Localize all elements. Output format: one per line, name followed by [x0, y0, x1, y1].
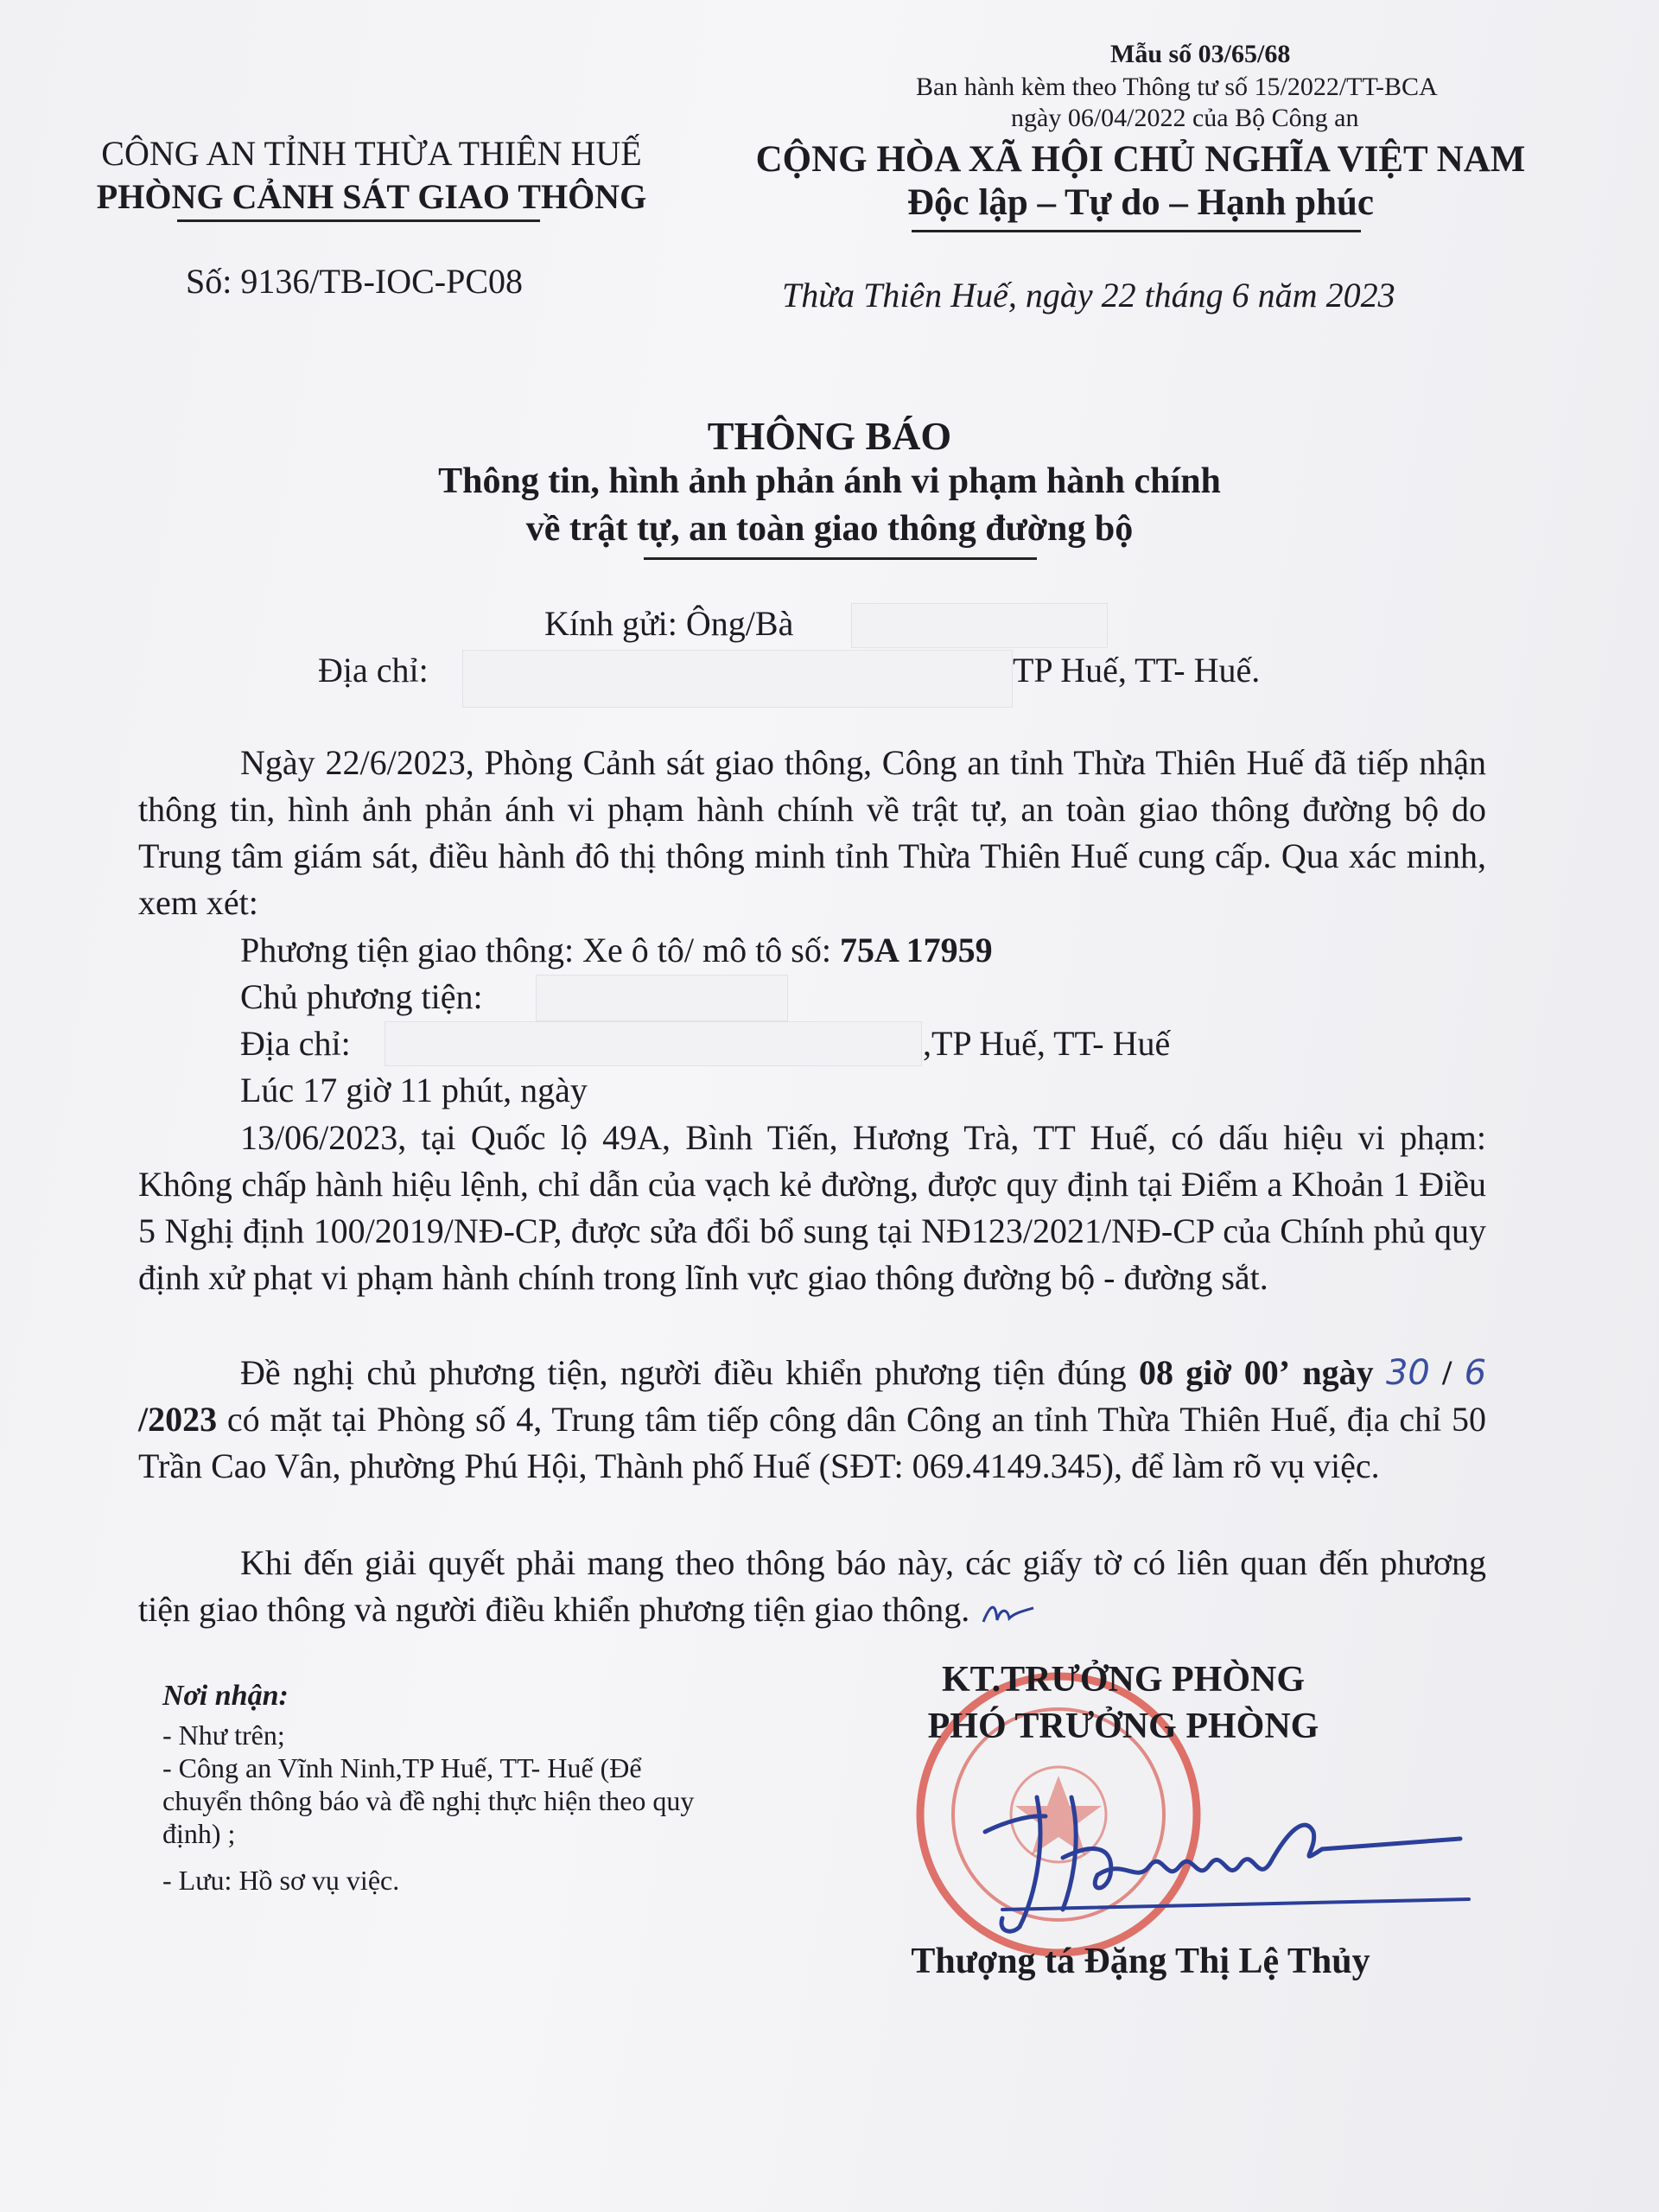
owner-address-tail: ,TP Huế, TT- Huế [923, 1024, 1171, 1063]
recipients-heading: Nơi nhận: [162, 1680, 289, 1712]
notice-subtitle-2: về trật tự, an toàn giao thông đường bộ [525, 509, 1134, 549]
notice-title: THÔNG BÁO [707, 414, 952, 458]
recipients-item: - Lưu: Hồ sơ vụ việc. [162, 1865, 400, 1896]
signatory-title-2: PHÓ TRƯỞNG PHÒNG [927, 1707, 1319, 1746]
recipients-item: chuyển thông báo và đề nghị thực hiện theo quy [162, 1785, 695, 1816]
request-paragraph: Đề nghị chủ phương tiện, người điều khiển phương tiện đúng 08 giờ 00’ ngày 30 / 6 /2023 có mặt tại Phòng số 4, Trung tâm tiếp công dân Công an tỉnh Thừa Thiên Huế, địa chỉ 50 Trần Cao Vân, phường Phú Hội, Thành phố Huế (SĐT: 069.4149.345), để làm rõ vụ việc. [138, 1353, 1487, 1485]
license-plate: 75A 17959 [839, 931, 993, 969]
closing-paragraph [138, 1540, 1486, 1633]
violation-paragraph [138, 1115, 1486, 1301]
recipients-item: định) ; [162, 1818, 236, 1849]
recipient-address-label: Địa chỉ: [318, 651, 429, 690]
appointment-year: /2023 [138, 1400, 218, 1439]
national-motto: Độc lập – Tự do – Hạnh phúc [907, 182, 1374, 223]
intro-paragraph [138, 740, 1486, 926]
form-issued-line1: Ban hành kèm theo Thông tư số 15/2022/TT-BCA [916, 73, 1438, 101]
request-text-pre: Đề nghị chủ phương tiện, người điều khiển phương tiện đúng [240, 1353, 1127, 1392]
recipients-item: - Như trên; [162, 1719, 285, 1751]
recipient-label: Kính gửi: Ông/Bà [544, 604, 794, 643]
appointment-day-handwritten: 30 [1385, 1353, 1430, 1393]
form-issued-line2: ngày 06/04/2022 của Bộ Công an [1011, 104, 1359, 132]
department-underline [177, 219, 540, 222]
recipient-name-redaction [851, 603, 1108, 648]
form-number: Mẫu số 03/65/68 [1110, 40, 1291, 68]
owner-label: Chủ phương tiện: [240, 977, 483, 1016]
country-name: CỘNG HÒA XÃ HỘI CHỦ NGHĨA VIỆT NAM [755, 139, 1526, 180]
department-name: PHÒNG CẢNH SÁT GIAO THÔNG [96, 177, 647, 216]
signatory-name: Thượng tá Đặng Thị Lệ Thủy [911, 1942, 1370, 1981]
agency-name: CÔNG AN TỈNH THỪA THIÊN HUẾ [101, 134, 642, 173]
appointment-month-handwritten: 6 [1464, 1353, 1487, 1393]
time-line: Lúc 17 giờ 11 phút, ngày [240, 1071, 588, 1109]
recipient-address-redaction [462, 650, 1013, 708]
owner-address-redaction [385, 1021, 922, 1066]
appointment-time: 08 giờ 00’ [1138, 1353, 1291, 1392]
vehicle-label: Phương tiện giao thông: Xe ô tô/ mô tô số: [240, 931, 831, 969]
title-underline [644, 557, 1037, 560]
vehicle-line [240, 930, 993, 970]
appointment-day-label: ngày [1302, 1353, 1374, 1392]
closing-text: Khi đến giải quyết phải mang theo thông báo này, các giấy tờ có liên quan đến phương tiện giao thông và người điều khiển phương tiện giao thông. [138, 1543, 1486, 1629]
signatory-title-1: KT.TRƯỞNG PHÒNG [942, 1660, 1305, 1700]
recipients-item: - Công an Vĩnh Ninh,TP Huế, TT- Huế (Để [162, 1752, 642, 1783]
notice-subtitle-1: Thông tin, hình ảnh phản ánh vi phạm hành chính [438, 461, 1221, 501]
intro-text: Ngày 22/6/2023, Phòng Cảnh sát giao thông, Công an tỉnh Thừa Thiên Huế đã tiếp nhận thông tin, hình ảnh phản ánh vi phạm hành chính về trật tự, an toàn giao thông đường bộ do Trung tâm giám sát, điều hành đô thị thông minh tỉnh Thừa Thiên Huế cung cấp. Qua xác minh, xem xét: [138, 743, 1486, 922]
owner-name-redaction [536, 975, 788, 1021]
recipient-address-tail: TP Huế, TT- Huế. [1013, 651, 1261, 690]
initials-mark [978, 1596, 1039, 1630]
place-date: Thừa Thiên Huế, ngày 22 tháng 6 năm 2023 [782, 276, 1395, 315]
signature [950, 1763, 1503, 1944]
owner-address-label: Địa chỉ: [240, 1024, 351, 1063]
violation-text: 13/06/2023, tại Quốc lộ 49A, Bình Tiến, Hương Trà, TT Huế, có dấu hiệu vi phạm: Không chấp hành hiệu lệnh, chỉ dẫn của vạch kẻ đường, được quy định tại Điểm a Khoản 1 Điều 5 Nghị định 100/2019/NĐ-CP, được sửa đổi bổ sung tại NĐ123/2021/NĐ-CP của Chính phủ quy định xử phạt vi phạm hành chính trong lĩnh vực giao thông đường bộ - đường sắt. [138, 1118, 1486, 1297]
document-number: Số: 9136/TB-IOC-PC08 [186, 262, 524, 301]
motto-underline [912, 230, 1361, 232]
request-text-post: có mặt tại Phòng số 4, Trung tâm tiếp công dân Công an tỉnh Thừa Thiên Huế, địa chỉ 50 Trần Cao Vân, phường Phú Hội, Thành phố Huế (SĐT: 069.4149.345), để làm rõ vụ việc. [138, 1400, 1486, 1485]
